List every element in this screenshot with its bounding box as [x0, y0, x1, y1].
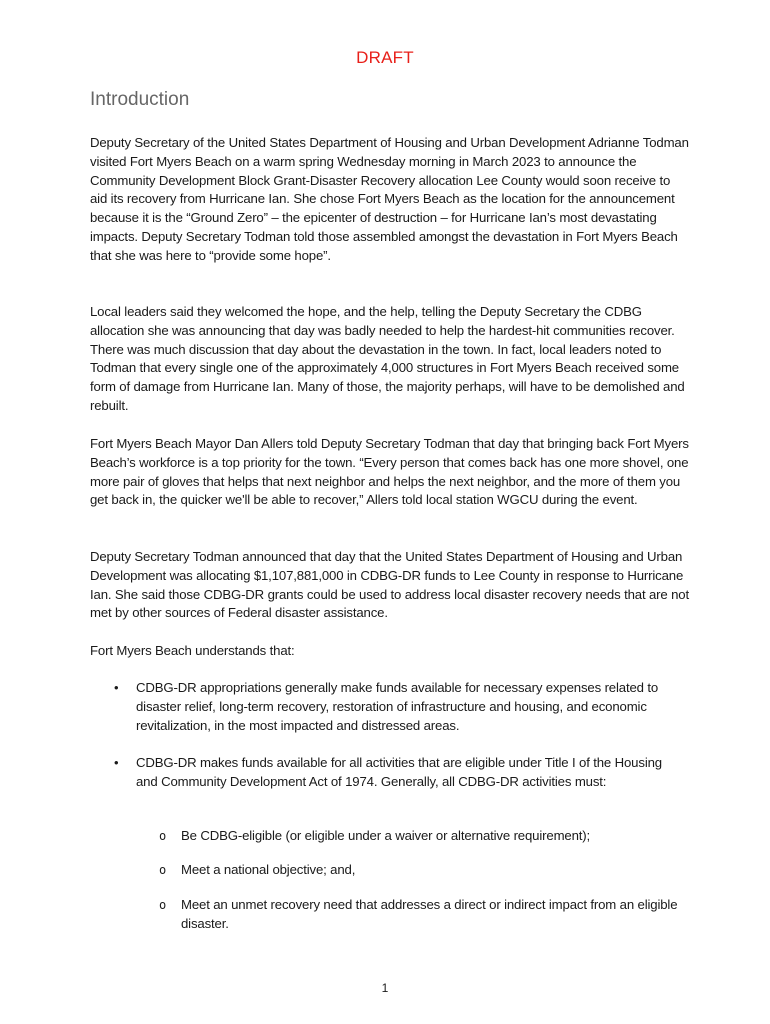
sub-bullet-marker: o [159, 898, 167, 912]
sub-list-item [159, 827, 686, 846]
bullet-marker: • [114, 755, 119, 770]
paragraph-allocation: Deputy Secretary Todman announced that day that the United States Department of Housing and Urban Development was allocating $1,107,881,000 in CDBG-DR funds to Lee County in response to Hurricane Ian. She said those CDBG-DR grants could be used to address local disaster recovery needs that are not met by other sources of Federal disaster assistance. [90, 549, 689, 621]
page-number: 1 [381, 981, 389, 995]
list-item-text: CDBG-DR makes funds available for all activities that are eligible under Title I of the Housing and Community Development Act of 1974. Generally, all CDBG-DR activities must: [136, 755, 662, 789]
draft-watermark: DRAFT [356, 48, 414, 67]
paragraph-mayor: Fort Myers Beach Mayor Dan Allers told Deputy Secretary Todman that day that bringing back Fort Myers Beach’s workforce is a top priority for the town. “Every person that comes back has one more shovel, one more pair of gloves that helps that next neighbor and helps the next neighbor, and the more of them you get back in, the quicker we'll be able to recover,” Allers told local station WGCU during the event. [90, 436, 689, 508]
section-heading: Introduction [90, 89, 190, 110]
sub-list-item [159, 896, 686, 934]
sub-bullet-marker: o [159, 863, 167, 877]
list-item [114, 754, 686, 792]
paragraph-local-leaders: Local leaders said they welcomed the hope, and the help, telling the Deputy Secretary the CDBG allocation she was announcing that day was badly needed to help the hardest-hit communities recover. There was much discussion that day about the devastation in the town. In fact, local leaders noted to Todman that every single one of the approximately 4,000 structures in Fort Myers Beach received some form of damage from Hurricane Ian. Many of those, the majority perhaps, will have to be demolished and rebuilt. [90, 304, 685, 413]
list-item-text: CDBG-DR appropriations generally make funds available for necessary expenses related to disaster relief, long-term recovery, restoration of infrastructure and housing, and economic revitalization, in the most impacted and distressed areas. [136, 680, 659, 733]
bullet-marker: • [114, 680, 119, 695]
sub-list-item-text: Be CDBG-eligible (or eligible under a waiver or alternative requirement); [181, 828, 591, 843]
sub-list-item [159, 861, 686, 880]
sub-bullet-marker: o [159, 829, 167, 843]
sub-list-item-text: Meet an unmet recovery need that addresses a direct or indirect impact from an eligible disaster. [181, 897, 678, 931]
paragraph-intro: Deputy Secretary of the United States Department of Housing and Urban Development Adrianne Todman visited Fort Myers Beach on a warm spring Wednesday morning in March 2023 to announce the Community Development Block Grant-Disaster Recovery allocation Lee County would soon receive to aid its recovery from Hurricane Ian. She chose Fort Myers Beach as the location for the announcement because it is the “Ground Zero” – the epicenter of destruction – for Hurricane Ian’s most devastating impacts. Deputy Secretary Todman told those assembled amongst the devastation in Fort Myers Beach that she was here to “provide some hope”. [90, 135, 689, 263]
list-item [114, 679, 686, 735]
paragraph-understands: Fort Myers Beach understands that: [90, 643, 295, 658]
sub-list-item-text: Meet a national objective; and, [181, 862, 356, 877]
